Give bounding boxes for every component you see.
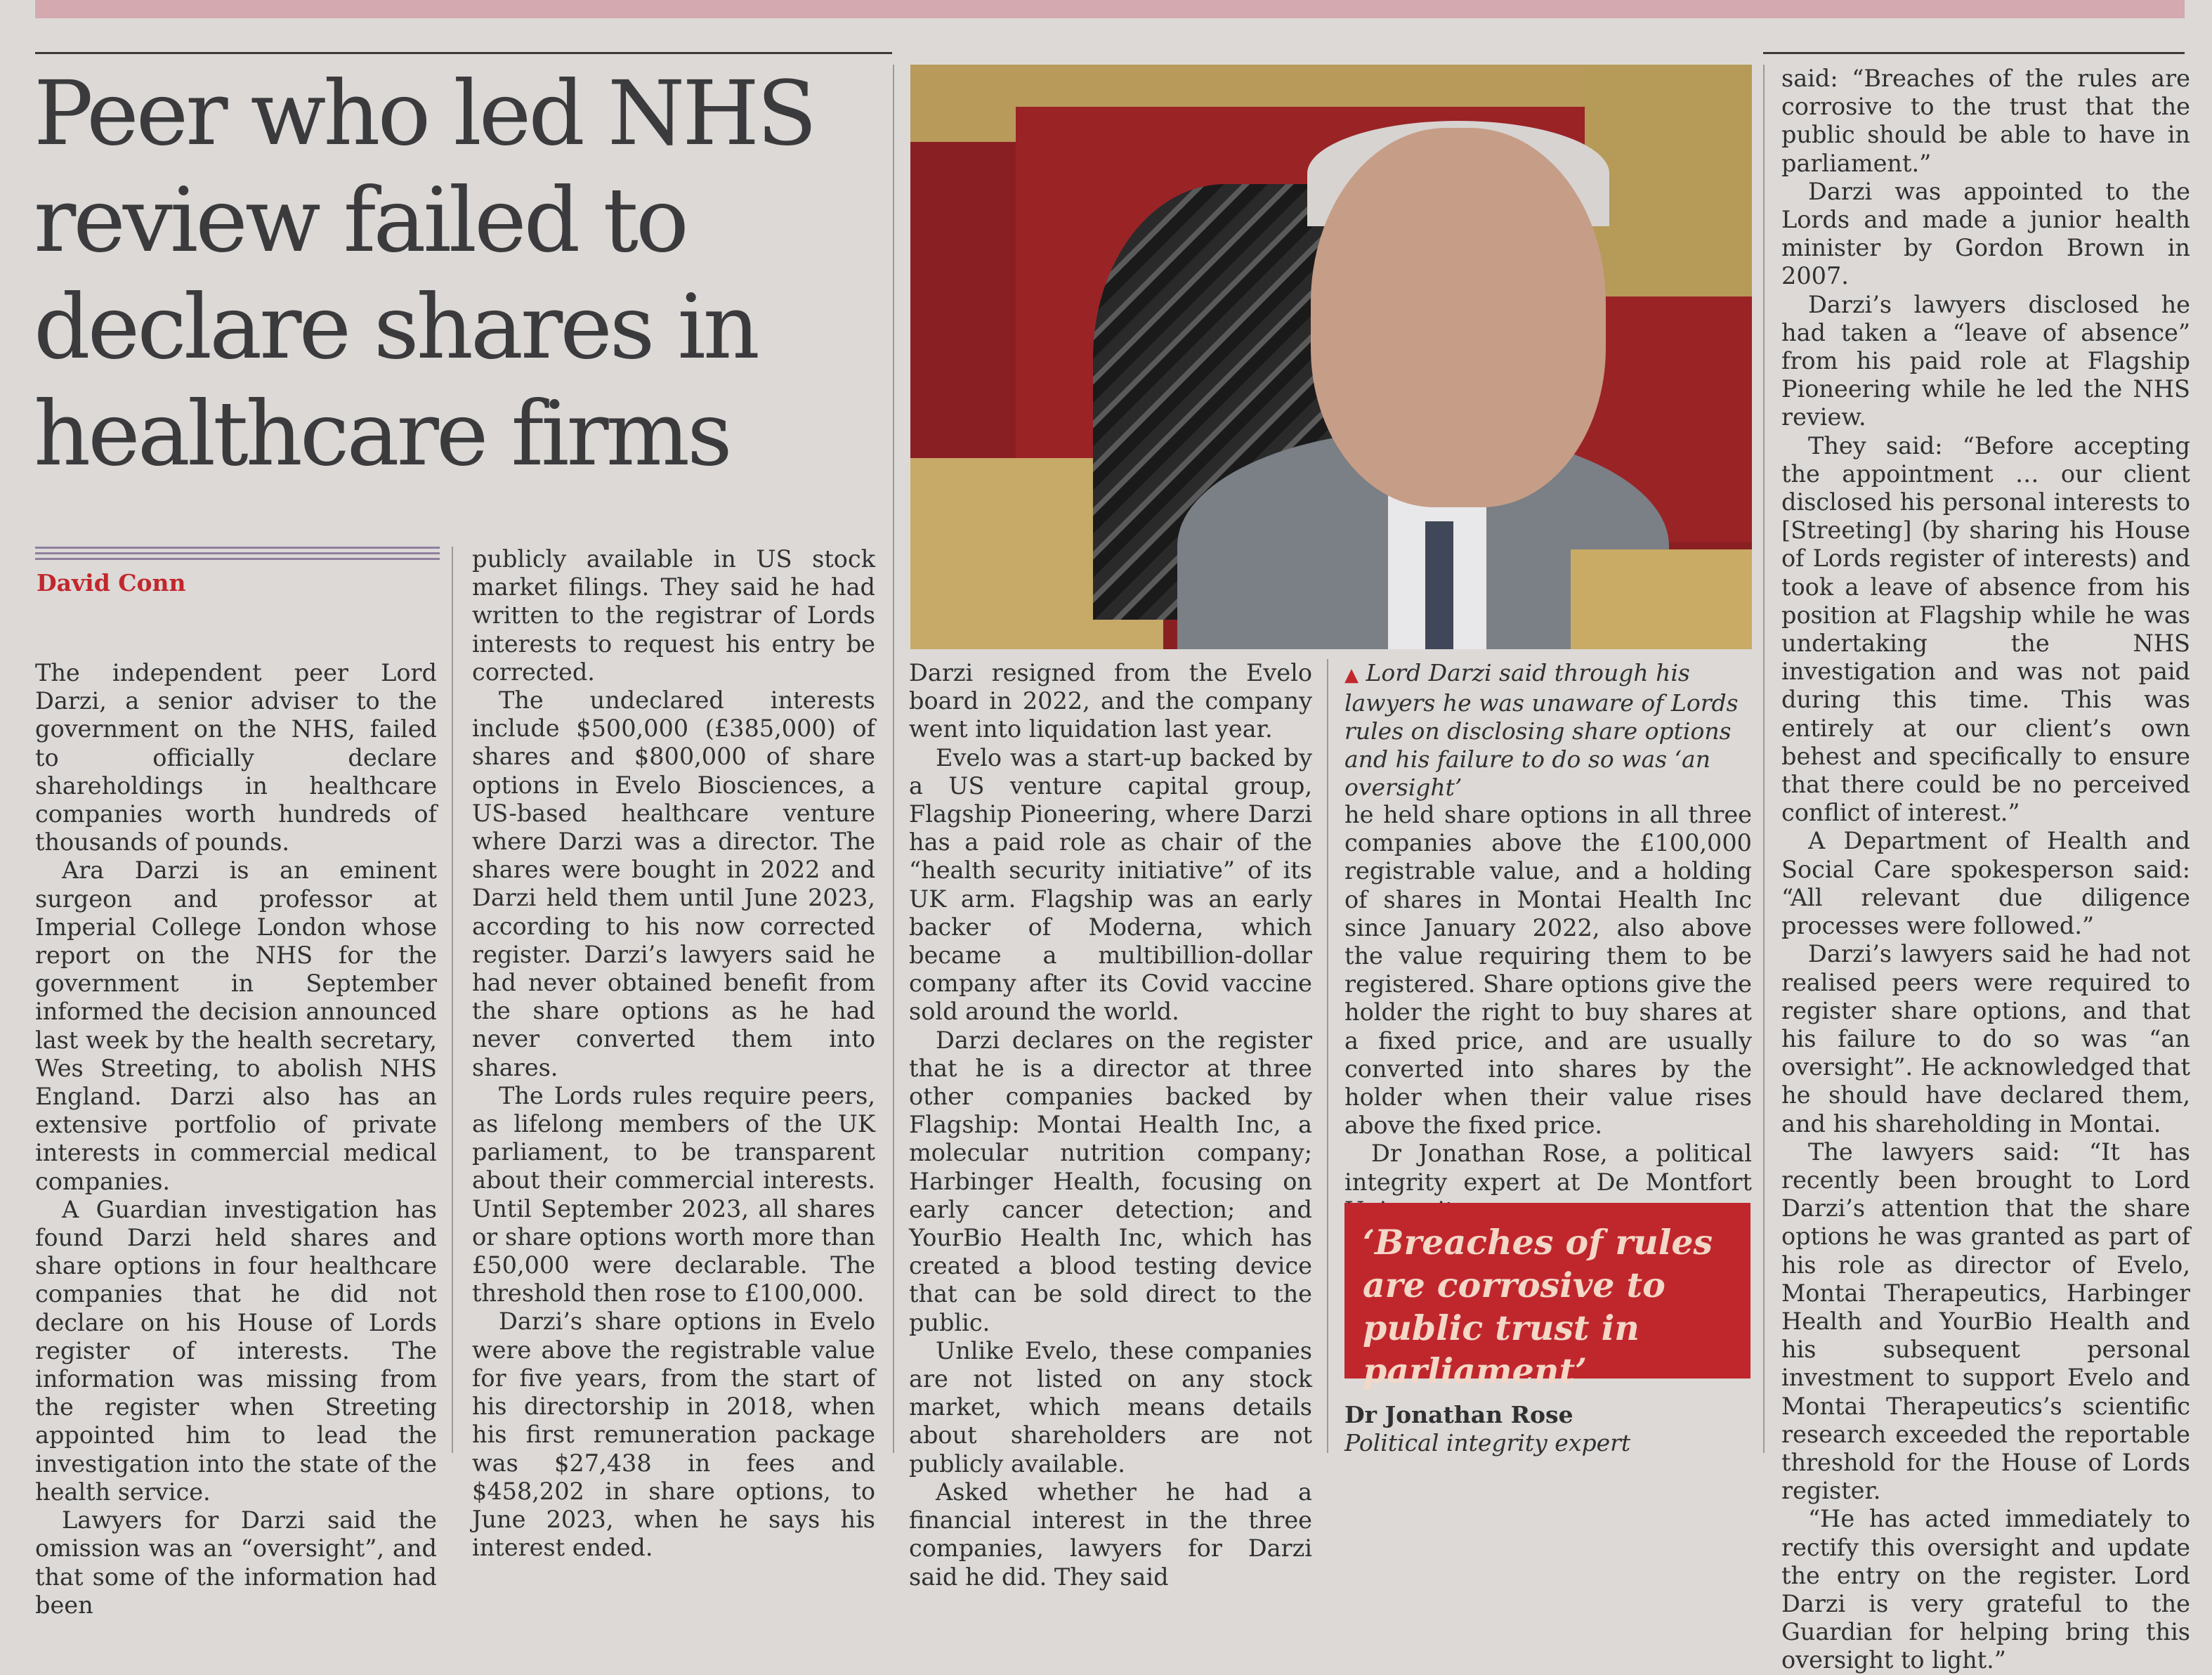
column-1 [35,659,437,1619]
paragraph: The lawyers said: “It has recently been brought to Lord Darzi’s attention that the share options he was granted as part of his role as director of Evelo, Montai Therapeutics, Harbinger Health and YourBio Health and his subsequent personal investment to support Evelo and Montai Therapeutics’s scientific research exceeded the reportable threshold for the House of Lords register. [1781,1138,2190,1505]
paragraph: A Guardian investigation has found Darzi held shares and share options in four healthcare companies that he did not declare on his House of Lords register of interests. The information was missing from the register when Streeting appointed him to lead the investigation into the state of the health service. [35,1195,437,1506]
paragraph: Evelo was a start-up backed by a US venture capital group, Flagship Pioneering, where Darzi has a paid role as chair of the “health security initiative” of its UK arm. Flagship was an early backer of Moderna, which became a multibillion-dollar company after its Covid vaccine sold around the world. [909,743,1312,1026]
paragraph: Darzi’s share options in Evelo were above the registrable value for five years, from the start of his directorship in 2018, when his first remuneration package was $27,438 in fees and $458,202 in share options, to June 2023, when he says his interest ended. [472,1308,875,1562]
paragraph: Lawyers for Darzi said the omission was an “oversight”, and that some of the information had been [35,1506,437,1619]
caption-text: Lord Darzi said through his lawyers he was unaware of Lords rules on disclosing share options and his failure to do so was ‘an oversight’ [1344,659,1739,801]
top-color-strip [35,0,2185,18]
paragraph: Darzi’s lawyers said he had not realised peers were required to register share options, and that his failure to do so was “an oversight”. He acknowledged that he should have declared them, and his shareholding in Montai. [1781,940,2190,1138]
column-4 [1344,801,1752,1225]
byline: David Conn [37,569,186,597]
column-5 [1781,65,2190,1675]
photo-caption [1344,659,1752,802]
paragraph: Darzi resigned from the Evelo board in 2022, and the company went into liquidation last year. [909,659,1312,743]
paragraph: Darzi was appointed to the Lords and made a junior health minister by Gordon Brown in 2007. [1781,177,2190,290]
lord-darzi-photo [910,65,1752,649]
paragraph: “He has acted immediately to rectify this oversight and update the entry on the register. Lord Darzi is very grateful to the Guardian for helping bring this oversight to light.” [1781,1505,2190,1674]
top-rule [35,52,892,54]
byline-rules [35,547,440,563]
column-divider [893,65,894,1453]
caption-triangle-icon: ▲ [1344,665,1359,686]
pull-quote: ‘Breaches of rules are corrosive to public trust in parliament’ [1363,1222,1713,1391]
paragraph: A Department of Health and Social Care spokesperson said: “All relevant due diligence processes were followed.” [1781,827,2190,940]
column-2 [472,545,875,1562]
paragraph: They said: “Before accepting the appointment … our client disclosed his personal interests to [Streeting] (by sharing his House of Lords register of interests) and took a leave of absence from his position at Flagship while he was undertaking the NHS investigation and was not paid during this time. This was entirely at our client’s own behest and specifically to ensure that there could be no perceived conflict of interest.” [1781,431,2190,827]
paragraph: The undeclared interests include $500,000 (£385,000) of shares and $800,000 of share options in Evelo Biosciences, a US-based healthcare venture where Darzi was a director. The shares were bought in 2022 and Darzi held them until June 2023, according to his now corrected register. Darzi’s lawyers said he had never obtained benefit from the share options as he had never converted them into shares. [472,686,875,1081]
paragraph: said: “Breaches of the rules are corrosive to the trust that the public should be able to have in parliament.” [1781,65,2190,177]
pull-quote-box [1344,1203,1750,1391]
paragraph: The Lords rules require peers, as lifelong members of the UK parliament, to be transparent about their commercial interests. Until September 2023, all shares or share options worth more than £50,000 were declarable. The threshold then rose to £100,000. [472,1081,875,1308]
paragraph: Darzi’s lawyers disclosed he had taken a “leave of absence” from his paid role at Flagship Pioneering while he led the NHS review. [1781,290,2190,431]
paragraph: publicly available in US stock market filings. They said he had written to the registrar of Lords interests to request his entry be corrected. [472,545,875,686]
column-divider [452,547,453,1453]
column-3 [909,659,1312,1591]
paragraph: Unlike Evelo, these companies are not listed on any stock market, which means details about shareholders are not publicly available. [909,1336,1312,1478]
headline: Peer who led NHS review failed to declare shares in healthcare firms [34,62,815,485]
column-divider [1327,659,1328,1453]
paragraph: The independent peer Lord Darzi, a senior adviser to the government on the NHS, failed to officially declare shareholdings in healthcare companies worth hundreds of thousands of pounds. [35,659,437,856]
pull-quote-name: Dr Jonathan Rose [1344,1401,1573,1428]
paragraph: Dr Jonathan Rose, a political integrity expert at De Montfort [1344,1140,1752,1196]
column-divider [1763,65,1765,1453]
paragraph: Ara Darzi is an eminent surgeon and professor at Imperial College London whose report on the NHS for the government in September informed the decision announced last week by the health secretary, Wes Streeting, to abolish NHS England. Darzi also has an extensive portfolio of private interests in commercial medical companies. [35,856,437,1195]
paragraph: Asked whether he had a financial interest in the three companies, lawyers for Darzi said he did. They said [909,1478,1312,1591]
pull-quote-role: Political integrity expert [1344,1429,1631,1456]
paragraph: Darzi declares on the register that he is a director at three other companies backed by Flagship: Montai Health Inc, a molecular nutrition company; Harbinger Health, focusing on early cancer detection; and YourBio Health Inc, which has created a blood testing device that can be sold direct to the public. [909,1026,1312,1336]
top-rule-right [1763,52,2185,54]
paragraph: he held share options in all three companies above the £100,000 registrable value, and a holding of shares in Montai Health Inc since January 2022, also above the value requiring them to be registered. Share options give the holder the right to buy shares at a fixed price, and are usually converted into shares by the holder when their value rises above the fixed price. [1344,801,1752,1140]
